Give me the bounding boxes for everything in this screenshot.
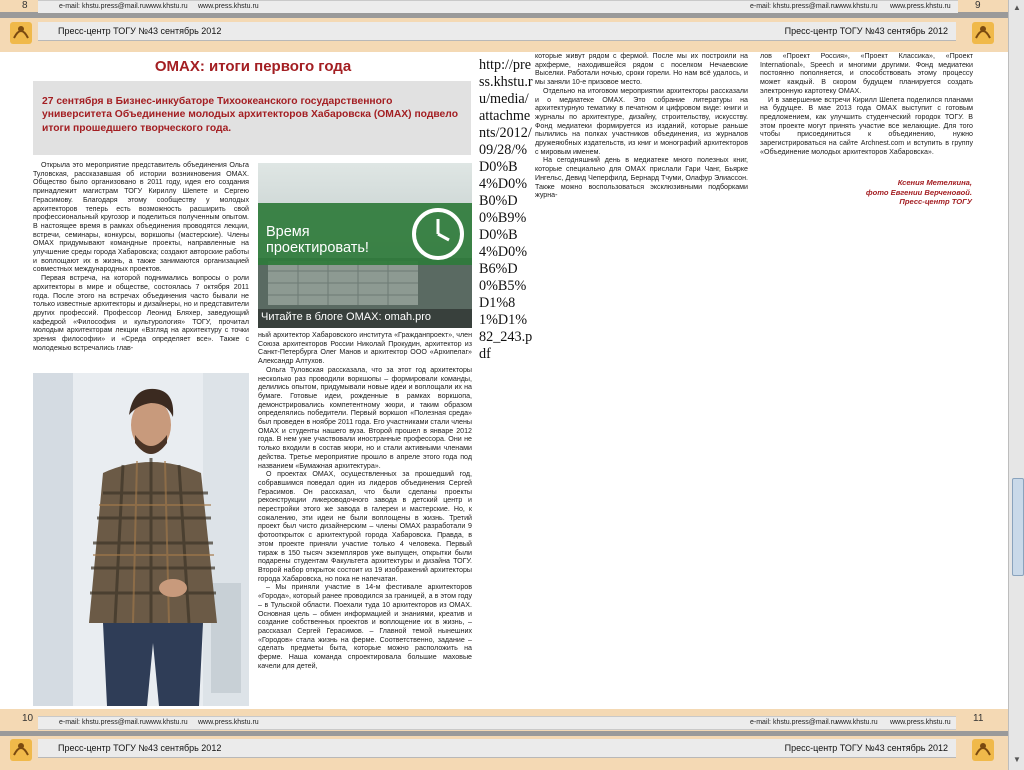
paragraph: Открыла это мероприятие представитель объединения Ольга Туловская, рассказавшая об истории возникновения ОМАХ. Общество было организовано в 2011 году, идея его создания принадлежит магистрам ТОГУ Кириллу Шепете и Сергею Герасимову. Благодаря этому сообществу у молодых архитекторов теперь есть возможность расширить свой профессиональный кругозор и поделиться полученным опытом. В настоящее время в рамках объединения проводятся лекции, встречи, семинары, конкурсы, воркшопы (мастерские). Члены ОМАХ придумывают командные проекты, направленные на улучшение среды города Хабаровска; создают авторские работы и воплощают их в жизнь, а также занимаются организацией совместных международных проектов.	[33, 161, 249, 274]
page-number: 8	[22, 0, 28, 11]
email-text: e-mail: khstu.press@mail.ru	[59, 3, 146, 10]
email-text: e-mail: khstu.press@mail.ru	[750, 719, 837, 726]
page-number: 10	[22, 713, 34, 724]
file-url-text: http://press.khstu.ru/media/attachments/2012/09/28/%D0%B4%D0%B0%D0%B9%D0%B4%D0%B6%D0%B5%D1%81%D1%82_243.pdf	[479, 57, 533, 362]
author-signature	[760, 178, 972, 207]
signature-line: Ксения Метелкина,	[897, 178, 972, 187]
email-text: e-mail: khstu.press@mail.ru	[59, 719, 146, 726]
site-text: www.khstu.ru	[146, 3, 188, 10]
article-column-2	[258, 331, 472, 701]
header-left-text: Пресс-центр ТОГУ №43 сентябрь 2012	[58, 26, 222, 36]
magazine-logo-icon	[8, 20, 34, 46]
article-title: ОМАХ: итоги первого года	[154, 58, 352, 75]
paragraph: На сегодняшний день в медиатеке много полезных книг, которые специально для ОМАХ прислали Гари Чанг, Бьярке Ингельс, Девид Чеперфилд, Бернард Тчуми, Олафур Элиассон. Также можно воспользоваться эксклюзивными подборками журна-	[535, 156, 748, 200]
promo-blog-link: Читайте в блоге ОМАХ: omah.pro	[261, 311, 432, 323]
paragraph: И в завершение встречи Кирилл Шепета поделился планами на будущее. В мае 2013 года ОМАХ выступит с готовым предложением, как улучшить студенческий городок ТОГУ. В этом проекте могут принять участие все желающие. Для того чтобы присоединиться к объединению, нужно зарегистрироваться на сайте Archnest.com и вступить в группу «Объединение молодых архитекторов Хабаровска».	[760, 95, 973, 156]
scroll-down-icon[interactable]: ▼	[1013, 755, 1021, 764]
paragraph: Первая встреча, на которой поднимались вопросы о роли архитекторы в мире и обществе, состоялась 7 октября 2011 года. После этого на встречах объединения часто бывали не только известные архитекторы и дизайнеры, но и представители других профессий. Профессор Леонид Бляхер, заведующий кафедрой «Философия и культурология» ТОГУ, прочитал молодым архитекторам лекции «Взгляд на архитектуру с точки зрения философии» и «Среда определяет все». Также с молодежью встречались глав-	[33, 274, 249, 352]
blog-promo-image	[258, 163, 472, 328]
signature-line: фото Евгении Верченовой.	[865, 187, 972, 197]
site-text: www.khstu.ru	[836, 719, 878, 726]
header-left-text: Пресс-центр ТОГУ №43 сентябрь 2012	[58, 743, 222, 753]
article-column-3	[535, 52, 748, 208]
paragraph: Отдельно на итоговом мероприятии архитекторы рассказали и о медиатеке ОМАХ. Это собрание литературы на архитектурную тематику в печатном и цифровом виде: книги и журналы по архитектуре, дизайну, строительству, искусству. Фонд медиатеки формируется из изданий, которые раньше пылились на полках участников объединения, из журналов дружеяюбных издательств, из книг и монографий архитекторов с мировым именем.	[535, 86, 748, 156]
article-column-1	[33, 161, 249, 369]
email-text: e-mail: khstu.press@mail.ru	[750, 3, 837, 10]
paragraph: Ольга Туловская рассказала, что за этот год архитекторы несколько раз проводили воркшопы – формировали команды, делились опытом, придумывали новые идеи и воплощали их на бумаге. Готовые идеи, рожденные в рамках воркшопа, демонстрировались компетентному жюри, и таким образом определялись победители. Первый воркшоп «Полезная среда» был проведен в ноябре 2011 года. Его участниками стали члены ОМАХ и студенты нашего вуза. Второй прошел в январе 2012 года. В нем уже участвовали иностранные профессора. Они не только входили в состав жюри, но и стали активными членами действа. Третье мероприятие прошло в апреле этого года под названием «Бумажная архитектура».	[258, 365, 472, 470]
paragraph: О проектах ОМАХ, осуществленных за прошедший год, собравшимся поведал один из лидеров объединения Сергей Герасимов. Он рассказал, что были сделаны проекты реконструкции ликероводочного завода в детский центр и перестройки этого же завода в галереи и мастерские. Но, к сожалению, эти идеи не были воплощены в жизнь. Третий проект был чисто дизайнерским – члены ОМАХ разработали 9 фотооткрыток с архитектурой города Хабаровска. Правда, в этом проекте приняли участие только 4 человека. Первый тираж в 150 тысяч экземпляров уже выпущен, открытки были подарены студентам Факультета архитектуры и дизайна ТОГУ. Второй набор открыток состоит из 19 изображений архитекторы города Хабаровска, но пока не напечатан.	[258, 470, 472, 583]
speaker-photo	[33, 373, 249, 706]
lead-box	[33, 81, 471, 155]
site-text: www.press.khstu.ru	[890, 3, 951, 10]
header-right-text: Пресс-центр ТОГУ №43 сентябрь 2012	[784, 743, 948, 753]
paragraph: ный архитектор Хабаровского института «Гражданпроект», член Союза архитекторов России Николай Прокудин, архитектор из Санкт-Петербурга Олег Манов и архитектор ООО «Архипелаг» Александр Алтухов.	[258, 331, 472, 366]
paragraph: которые живут рядом с фермой. После мы их построили на архферме, находившейся рядом с поселком Нечаевские Выселки. Работали ночью, сроки горели. Но нам всё удалось, и мы заняли 10-е призовое место.	[535, 52, 748, 87]
site-text: www.press.khstu.ru	[198, 719, 259, 726]
top-contact-bar	[38, 0, 958, 14]
site-text: www.khstu.ru	[836, 3, 878, 10]
footer-contact-bar	[38, 716, 956, 730]
magazine-logo-icon	[970, 737, 996, 763]
scrollbar-thumb[interactable]	[1012, 478, 1024, 576]
next-header-bar	[38, 739, 956, 758]
header-bar	[38, 22, 956, 41]
magazine-logo-icon	[8, 737, 34, 763]
signature-line: Пресс-центр ТОГУ	[899, 197, 972, 207]
vertical-scrollbar[interactable]	[1008, 0, 1024, 770]
promo-line-2: проектировать!	[266, 240, 369, 256]
page-number: 11	[973, 713, 984, 724]
magazine-logo-icon	[970, 20, 996, 46]
site-text: www.khstu.ru	[146, 719, 188, 726]
site-text: www.press.khstu.ru	[890, 719, 951, 726]
page-number: 9	[975, 0, 981, 11]
promo-line-1: Время	[266, 224, 310, 240]
paragraph: – Мы приняли участие в 14-м фестивале архитекторов «Города», который ранее проводился за границей, а в этом году – в Тульской области. Поехали туда 10 архитекторов из ОМАХ. Основная цель – обмен информацией и знаниями, креатив и создание собственных проектов и воплощение их в жизнь, – рассказал Сергей Герасимов. – Главной темой нынешних «Городов» стала жизнь на ферме. Соответственно, задание – сделать предметы быта, которые можно расположить на ферме. Наша команда спроектировала большие маховые качели для детей,	[258, 583, 472, 670]
site-text: www.press.khstu.ru	[198, 3, 259, 10]
paragraph: лов «Проект Россия», «Проект Классика», «Проект International», Speech и многими другими. Фонд медиатеки постоянно пополняется, и способствовать этому процессу может каждый. В скором будущем планируется создать электронную картотеку ОМАХ.	[760, 52, 973, 95]
header-right-text: Пресс-центр ТОГУ №43 сентябрь 2012	[784, 26, 948, 36]
lead-text: 27 сентября в Бизнес-инкубаторе Тихоокеанского государственного университета Объединение молодых архитекторов Хабаровска (ОМАХ) подвело итоги прошедшего творческого года.	[42, 96, 458, 134]
article-column-4	[760, 52, 973, 174]
scroll-up-icon[interactable]: ▲	[1013, 3, 1021, 12]
